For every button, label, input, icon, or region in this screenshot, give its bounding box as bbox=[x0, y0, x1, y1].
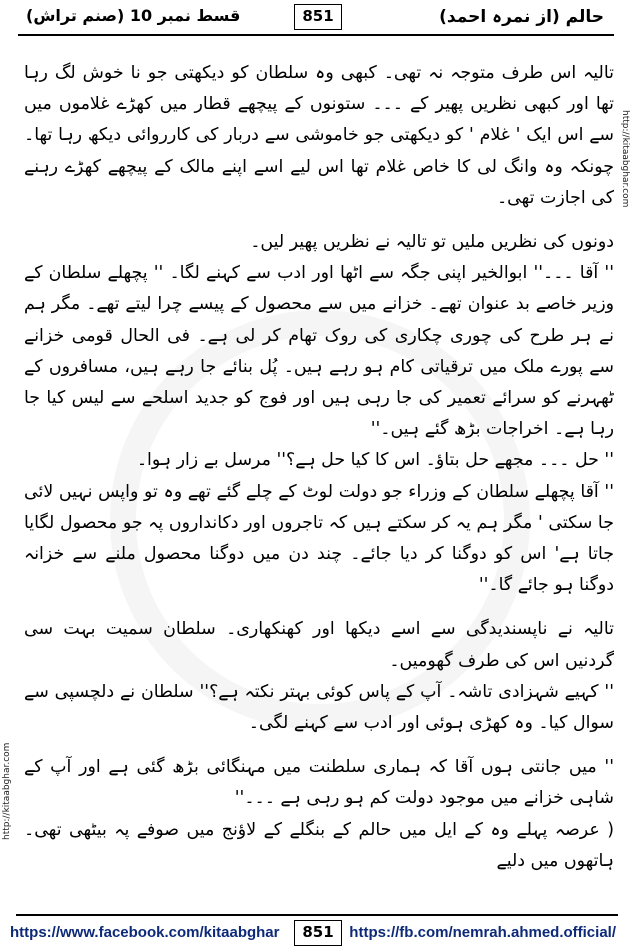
episode-label: قسط نمبر 10 (صنم تراش) bbox=[26, 6, 241, 25]
header-page-number: 851 bbox=[294, 4, 342, 30]
side-url-right: http://kitaabghar.com bbox=[620, 110, 630, 208]
facebook-link[interactable]: https://www.facebook.com/kitaabghar bbox=[10, 924, 280, 941]
website-link[interactable]: https://fb.com/nemrah.ahmed.official/ bbox=[349, 924, 616, 941]
page-header bbox=[0, 0, 634, 44]
footer-page-number: 851 bbox=[294, 920, 342, 946]
header-rule bbox=[18, 34, 614, 36]
page-footer bbox=[0, 914, 634, 949]
paragraph: '' کہیے شہزادی تاشہ۔ آپ کے پاس کوئی بہتر نکتہ ہے؟'' سلطان نے دلچسپی سے سوال کیا۔ وہ کھڑی ہوئی اور ادب سے کہنے لگی۔ bbox=[24, 681, 614, 734]
paragraph: '' حل ۔۔۔ مجھے حل بتاؤ۔ اس کا کیا حل ہے؟'' مرسل بے زار ہوا۔ bbox=[136, 450, 614, 471]
story-text bbox=[24, 58, 614, 900]
paragraph: تالیہ اس طرف متوجہ نہ تھی۔ کبھی وہ سلطان کو دیکھتی جو نا خوش لگ رہا تھا اور کبھی نظریں پھیر کے ۔۔۔ ستونوں کے پیچھے قطار میں کھڑے غلاموں میں سے اس ایک ' غلام ' کو دیکھتی جو خاموشی سے دربار کی کارروائی دیکھ رہا تھا۔ چونکہ وہ وانگ لی کا خاص غلام تھا اس لیے اسے اپنے مالک کے پیچھے کھڑے رہنے کی اجازت تھی۔ bbox=[24, 63, 614, 208]
paragraph: '' میں جانتی ہوں آقا کہ ہماری سلطنت میں مہنگائی بڑھ گئی ہے اور آپ کے شاہی خزانے میں موجود دولت کم ہو رہی ہے ۔۔۔'' bbox=[24, 757, 614, 809]
book-title: حالم (از نمرہ احمد) bbox=[439, 7, 604, 27]
paragraph: '' آقا ۔۔۔'' ابوالخیر اپنی جگہ سے اٹھا اور ادب سے کہنے لگا۔ '' پچھلے سلطان کے وزیر خاصے بد عنوان تھے۔ خزانے میں سے محصول کے پیسے چرا لیتے تھے۔ مگر ہم نے ہر طرح کی چوری چکاری کی روک تھام کر لی ہے۔ فی الحال قومی خزانے سے پورے ملک میں ترقیاتی کام ہو رہے ہیں۔ پُل بنائے جا رہے ہیں، مسافروں کے ٹھہرنے کو سرائے تعمیر کی جا رہی ہیں اور فوج کو جدید اسلحے سے لیس کیا جا رہا ہے۔ اخراجات بڑھ گئے ہیں۔'' bbox=[24, 263, 614, 440]
paragraph: دونوں کی نظریں ملیں تو تالیہ نے نظریں پھیر لیں۔ bbox=[250, 232, 614, 253]
paragraph: تالیہ نے ناپسندیدگی سے اسے دیکھا اور کھنکھاری۔ سلطان سمیت بہت سی گردنیں اس کی طرف گھومیں۔ bbox=[24, 619, 614, 671]
footer-rule bbox=[16, 914, 618, 916]
paragraph: '' آقا پچھلے سلطان کے وزراء جو دولت لوٹ کے چلے گئے تھے وہ تو واپس نہیں لائی جا سکتی ' مگر ہم یہ کر سکتے ہیں کہ تاجروں اور دکانداروں پہ جو محصول لگایا جاتا ہے' اس کو دوگنا کر دیا جائے۔ چند دن میں دوگنا محصول ملنے سے خزانہ دوگنا ہو جائے گا۔'' bbox=[24, 481, 614, 596]
side-url-left: http://kitaabghar.com bbox=[2, 742, 12, 840]
paragraph: ( عرصہ پہلے وہ کے ایل میں حالم کے بنگلے کے لاؤنج میں صوفے پہ بیٹھی تھی۔ ہاتھوں میں دلیے bbox=[24, 819, 614, 871]
